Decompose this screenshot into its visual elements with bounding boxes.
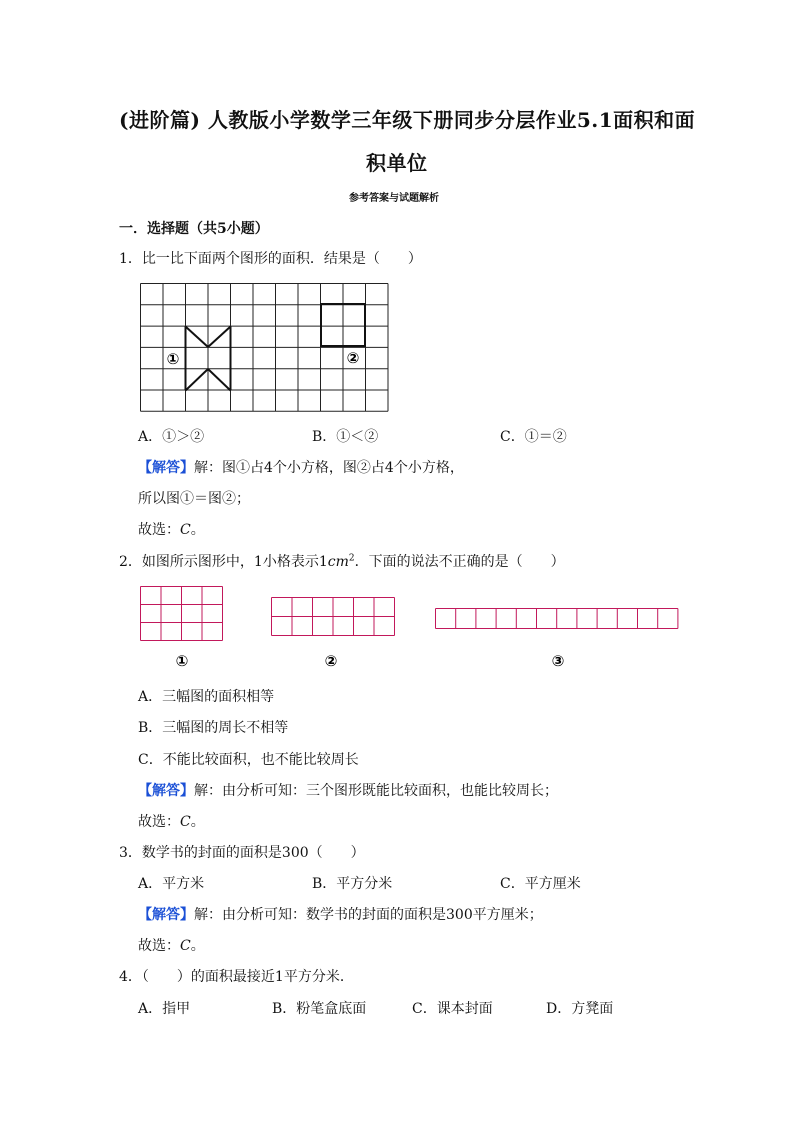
- q1-label-1: ①: [166, 350, 180, 368]
- q1-option-a[interactable]: A．①＞②: [138, 429, 205, 445]
- q3-choice: [138, 935, 205, 955]
- answer-tag: 【解答】: [138, 460, 194, 476]
- q4-option-c[interactable]: C．课本封面: [412, 1001, 493, 1017]
- answer-tag: 【解答】: [138, 783, 194, 799]
- q3-option-c[interactable]: C．平方厘米: [500, 876, 581, 892]
- choice-suffix: 。: [190, 938, 205, 954]
- choice-prefix: 故选：: [138, 938, 180, 954]
- choice-letter: C: [180, 814, 191, 830]
- q2-answer-text: 解：由分析可知：三个图形既能比较面积，也能比较周长；: [194, 783, 558, 799]
- q1-grid-figure: [140, 283, 390, 413]
- q2-figures: [140, 586, 685, 676]
- q3-option-a[interactable]: A．平方米: [138, 876, 205, 892]
- q1-choice: [138, 519, 205, 539]
- q2-unit-sup: 2: [348, 553, 355, 564]
- q1-stem: 1．比一比下面两个图形的面积．结果是（ ）: [119, 251, 422, 267]
- q1-label-2: ②: [346, 349, 360, 367]
- q3-answer-text: 解：由分析可知：数学书的封面的面积是300平方厘米；: [194, 907, 543, 923]
- q4-stem: 4．（ ）的面积最接近1平方分米．: [119, 969, 354, 985]
- q2-option-b[interactable]: B．三幅图的周长不相等: [138, 720, 289, 736]
- section-heading: 一．选择题（共5小题）: [119, 221, 269, 237]
- q2-stem-pre: 2．如图所示图形中，1小格表示1: [119, 554, 328, 570]
- choice-suffix: 。: [190, 522, 205, 538]
- choice-prefix: 故选：: [138, 522, 180, 538]
- q1-answer: [138, 457, 464, 477]
- page-title: (进阶篇) 人教版小学数学三年级下册同步分层作业5.1面积和面: [119, 108, 696, 132]
- q2-fig-label-3: ③: [551, 652, 565, 670]
- q2-stem-post: ．下面的说法不正确的是（ ）: [354, 554, 565, 570]
- q2-choice: [138, 811, 205, 831]
- q2-option-c[interactable]: C．不能比较面积，也不能比较周长: [138, 752, 359, 768]
- q2-option-a[interactable]: A．三幅图的面积相等: [138, 689, 275, 705]
- q1-option-c[interactable]: C．①＝②: [500, 429, 567, 445]
- q1-answer-text: 解：图①占4个小方格，图②占4个小方格，: [194, 460, 464, 476]
- choice-suffix: 。: [190, 814, 205, 830]
- page-subtitle: 参考答案与试题解析: [349, 193, 439, 204]
- page-title-line2: 积单位: [366, 151, 428, 175]
- answer-tag: 【解答】: [138, 907, 194, 923]
- q2-fig-label-2: ②: [324, 652, 338, 670]
- q3-answer: [138, 904, 543, 924]
- q1-answer-line2: 所以图①＝图②；: [138, 491, 250, 507]
- q4-option-a[interactable]: A．指甲: [138, 1001, 191, 1017]
- choice-prefix: 故选：: [138, 814, 180, 830]
- q2-stem: [119, 551, 565, 571]
- q3-stem: 3．数学书的封面的面积是300（ ）: [119, 845, 365, 861]
- q4-option-d[interactable]: D．方凳面: [546, 1001, 614, 1017]
- q2-fig-label-1: ①: [175, 652, 189, 670]
- q2-answer: [138, 780, 558, 800]
- q3-option-b[interactable]: B．平方分米: [312, 876, 393, 892]
- q2-unit: cm: [327, 554, 349, 570]
- choice-letter: C: [180, 522, 191, 538]
- q4-option-b[interactable]: B．粉笔盒底面: [272, 1001, 367, 1017]
- q1-option-b[interactable]: B．①＜②: [312, 429, 379, 445]
- choice-letter: C: [180, 938, 191, 954]
